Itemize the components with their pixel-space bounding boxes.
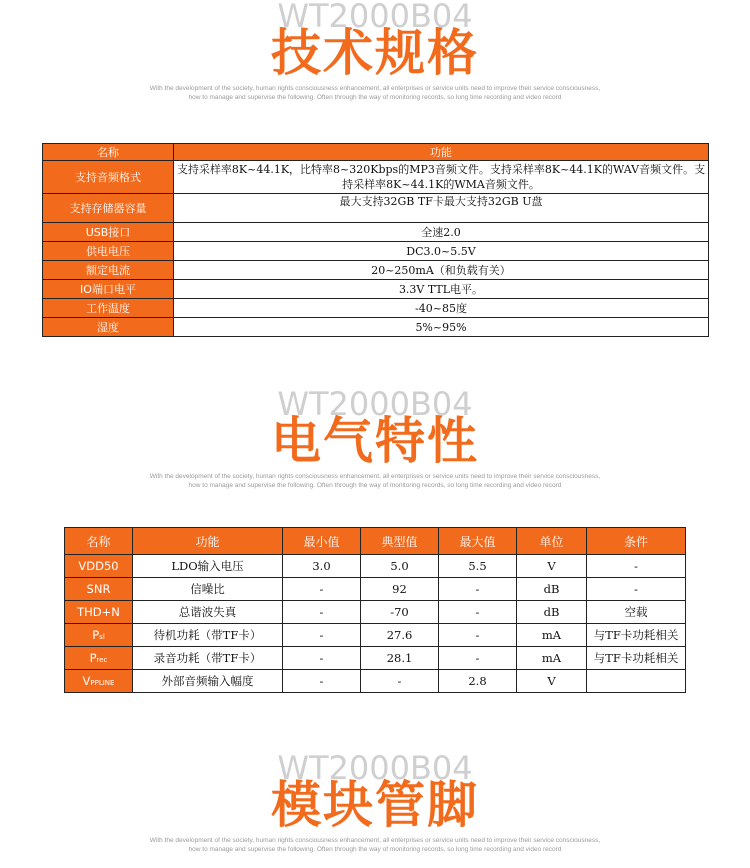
row-value: 最大支持32GB TF卡最大支持32GB U盘 (174, 194, 709, 223)
watermark-model-text: WT2000B04 (277, 388, 473, 416)
param-typ: - (361, 670, 439, 693)
param-symbol: P (89, 651, 97, 665)
param-name (65, 670, 133, 693)
param-condition: - (587, 555, 686, 578)
param-function: 信噪比 (133, 578, 283, 601)
header-cell: 单位 (517, 528, 587, 555)
param-unit: dB (517, 601, 587, 624)
row-value: 5%~95% (174, 318, 709, 337)
row-value: -40~85度 (174, 299, 709, 318)
section-title: 电气特性 (271, 412, 479, 470)
header-cell: 最小值 (283, 528, 361, 555)
table-row (65, 624, 686, 647)
param-function: 外部音频输入幅度 (133, 670, 283, 693)
tagline-line-2: how to manage and supervise the following. Often through the way of monitoring records, so long time recording and video record (188, 94, 562, 101)
param-max: - (439, 578, 517, 601)
param-symbol: VDD50 (78, 559, 119, 573)
param-typ: 28.1 (361, 647, 439, 670)
tagline-line-1: With the development of the society, human rights consciousness enhancement, all enterprises or service units need to improve their service consciousness, (149, 837, 601, 844)
param-unit: mA (517, 624, 587, 647)
watermark-model-text: WT2000B04 (277, 752, 473, 780)
header-cell: 功能 (133, 528, 283, 555)
section-header-spec (0, 0, 750, 102)
param-symbol: SNR (86, 582, 111, 596)
header-cell: 名称 (65, 528, 133, 555)
table-row (43, 318, 709, 337)
row-label: 额定电流 (43, 261, 174, 280)
tagline-line-2: how to manage and supervise the following. Often through the way of monitoring records, so long time recording and video record (188, 482, 562, 489)
param-function: 总谐波失真 (133, 601, 283, 624)
row-label: 工作温度 (43, 299, 174, 318)
table-row (65, 601, 686, 624)
tagline-line-1: With the development of the society, human rights consciousness enhancement, all enterprises or service units need to improve their service consciousness, (149, 473, 601, 480)
param-condition: 与TF卡功耗相关 (587, 624, 686, 647)
param-unit: mA (517, 647, 587, 670)
param-subscript: sl (99, 633, 105, 641)
param-symbol: P (92, 628, 100, 642)
param-name (65, 647, 133, 670)
watermark-model-text: WT2000B04 (277, 0, 473, 28)
table-row (43, 280, 709, 299)
header-cell: 最大值 (439, 528, 517, 555)
table-row (65, 670, 686, 693)
param-condition: - (587, 578, 686, 601)
section-title: 技术规格 (271, 24, 479, 82)
param-function: LDO输入电压 (133, 555, 283, 578)
row-value: 3.3V TTL电平。 (174, 280, 709, 299)
param-min: - (283, 601, 361, 624)
param-unit: V (517, 555, 587, 578)
param-symbol: THD+N (77, 605, 120, 619)
row-label: USB接口 (43, 223, 174, 242)
param-max: 2.8 (439, 670, 517, 693)
table-row (43, 223, 709, 242)
table-row (43, 261, 709, 280)
table-row (43, 299, 709, 318)
table-row (43, 161, 709, 194)
table-row (65, 647, 686, 670)
row-value: 全速2.0 (174, 223, 709, 242)
param-min: 3.0 (283, 555, 361, 578)
row-value: 20~250mA（和负载有关） (174, 261, 709, 280)
header-cell: 典型值 (361, 528, 439, 555)
tagline-line-2: how to manage and supervise the following. Often through the way of monitoring records, so long time recording and video record (188, 846, 562, 853)
table-row (43, 194, 709, 223)
param-name (65, 555, 133, 578)
row-label: 支持存储器容量 (43, 194, 174, 223)
row-value: DC3.0~5.5V (174, 242, 709, 261)
param-subscript: PPLINE (90, 679, 115, 687)
row-value: 支持采样率8K~44.1K，比特率8~320Kbps的MP3音频文件。支持采样率8K~44.1K的WAV音频文件。支持采样率8K~44.1K的WMA音频文件。 (174, 161, 709, 194)
section-header-pins (0, 752, 750, 854)
row-label: IO端口电平 (43, 280, 174, 299)
param-name (65, 578, 133, 601)
spec-table (42, 143, 709, 337)
param-min: - (283, 624, 361, 647)
section-title: 模块管脚 (271, 776, 479, 834)
param-typ: -70 (361, 601, 439, 624)
table-header-row (43, 144, 709, 161)
param-condition: 与TF卡功耗相关 (587, 647, 686, 670)
param-subscript: rec (96, 656, 108, 664)
param-name (65, 601, 133, 624)
table-row (65, 555, 686, 578)
param-min: - (283, 578, 361, 601)
param-max: - (439, 624, 517, 647)
param-name (65, 624, 133, 647)
row-label: 湿度 (43, 318, 174, 337)
section-header-electrical (0, 388, 750, 490)
header-cell-name: 名称 (43, 144, 174, 161)
table-row (43, 242, 709, 261)
param-function: 录音功耗（带TF卡） (133, 647, 283, 670)
param-min: - (283, 670, 361, 693)
param-max: - (439, 601, 517, 624)
param-typ: 5.0 (361, 555, 439, 578)
row-label: 支持音频格式 (43, 161, 174, 194)
electrical-table (64, 527, 686, 693)
param-symbol: V (82, 674, 91, 688)
table-row (65, 578, 686, 601)
param-typ: 27.6 (361, 624, 439, 647)
table-header-row (65, 528, 686, 555)
header-cell-function: 功能 (174, 144, 709, 161)
tagline-line-1: With the development of the society, human rights consciousness enhancement, all enterprises or service units need to improve their service consciousness, (149, 85, 601, 92)
header-cell: 条件 (587, 528, 686, 555)
param-function: 待机功耗（带TF卡） (133, 624, 283, 647)
param-max: - (439, 647, 517, 670)
param-typ: 92 (361, 578, 439, 601)
param-max: 5.5 (439, 555, 517, 578)
param-min: - (283, 647, 361, 670)
param-condition (587, 670, 686, 693)
row-label: 供电电压 (43, 242, 174, 261)
param-unit: V (517, 670, 587, 693)
param-condition: 空载 (587, 601, 686, 624)
param-unit: dB (517, 578, 587, 601)
